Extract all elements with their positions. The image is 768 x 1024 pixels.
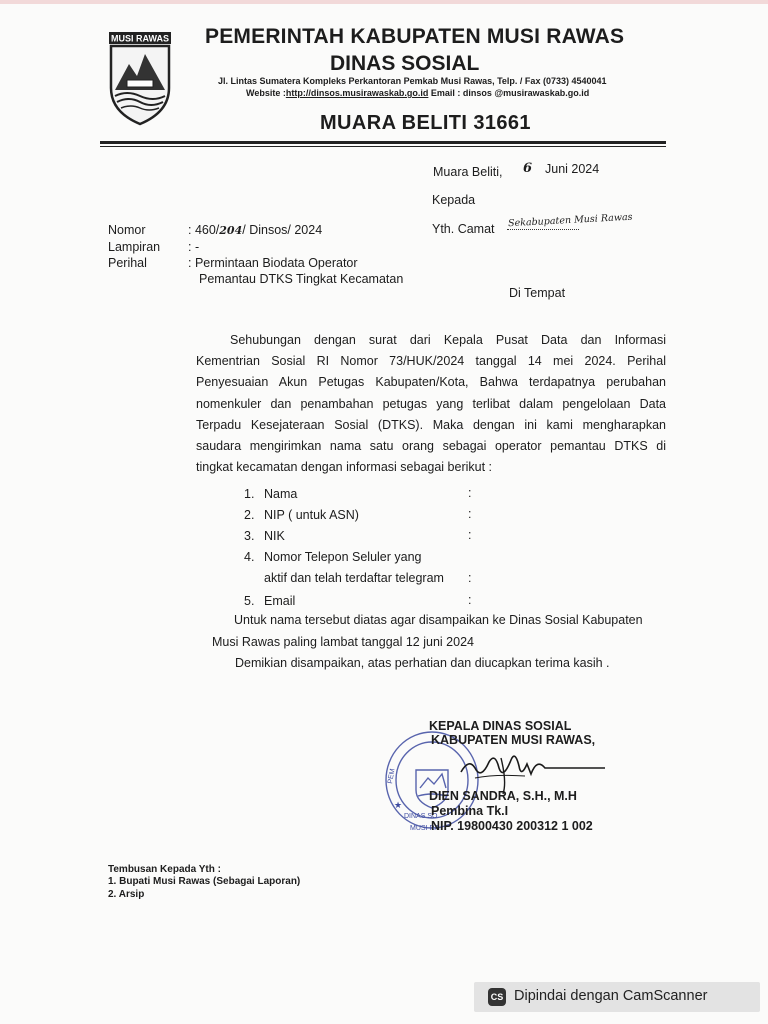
recipient-handwritten: Sekabupaten Musi Rawas	[507, 211, 633, 230]
list-item-colon: :	[468, 528, 472, 542]
nomor-value	[188, 223, 322, 237]
recipient-dotted-line	[507, 229, 579, 230]
website-link[interactable]: http://dinsos.musirawaskab.go.id	[285, 88, 429, 98]
closing-line-2: Musi Rawas paling lambat tanggal 12 juni 2024	[212, 635, 474, 649]
nomor-suffix: / Dinsos/ 2024	[242, 223, 323, 237]
letterhead-title: PEMERINTAH KABUPATEN MUSI RAWAS	[205, 25, 625, 48]
svg-text:DINAS SO: DINAS SO	[404, 813, 438, 820]
date-day-handwritten: 6	[523, 161, 533, 176]
perihal-line-2: Pemantau DTKS Tingkat Kecamatan	[199, 272, 404, 286]
list-item-num: 4.	[244, 550, 255, 564]
perihal-label: Perihal	[108, 256, 147, 270]
lampiran-label: Lampiran	[108, 240, 161, 254]
list-item-colon: :	[468, 507, 472, 521]
letterhead-contact	[246, 88, 589, 98]
website-label: Website :	[246, 88, 286, 98]
paragraph-line: tingkat kecamatan dengan informasi sebagai berikut :	[196, 460, 493, 475]
recipient-kepada: Kepada	[432, 193, 476, 207]
list-item-colon: :	[468, 593, 472, 607]
date-month-year: Juni 2024	[545, 162, 600, 176]
letterhead-address: Jl. Lintas Sumatera Kompleks Perkantoran Pemkab Musi Rawas, Telp. / Fax (0733) 4540041	[218, 76, 607, 86]
date-place: Muara Beliti,	[433, 165, 503, 179]
paragraph-line: Terpadu Kesejateraan Sosial (DTKS). Maka dengan ini kami mengharapkan	[196, 417, 666, 432]
signature-nip: NIP. 19800430 200312 1 002	[431, 819, 593, 833]
svg-text:MUSI RA: MUSI RA	[410, 825, 440, 832]
tembusan-item: 2. Arsip	[108, 889, 145, 900]
header-rule-thin	[100, 146, 666, 147]
tembusan-title: Tembusan Kepada Yth :	[108, 864, 221, 875]
list-item-label: Email	[264, 594, 296, 608]
logo-text: MUSI RAWAS	[110, 33, 170, 44]
header-rule-thick	[100, 141, 666, 144]
list-item-num: 1.	[244, 487, 255, 501]
body-paragraph	[196, 330, 666, 478]
lampiran-value: : -	[188, 240, 200, 254]
signature-name: DIEN SANDRA, S.H., M.H	[429, 789, 577, 803]
list-item-num: 3.	[244, 529, 255, 543]
email-text: Email : dinsos @musirawaskab.go.id	[428, 88, 590, 98]
paragraph-line: Penyesuaian Akun Petugas Kabupaten/Kota, Bahwa terdapatnya perubahan	[196, 375, 666, 390]
signature-rank: Pembina Tk.I	[431, 804, 509, 818]
closing-thanks: Demikian disampaikan, atas perhatian dan diucapkan terima kasih .	[235, 656, 610, 670]
camscanner-logo-icon: CS	[488, 988, 506, 1006]
svg-text:PEM: PEM	[387, 768, 397, 785]
signature-position-1: KEPALA DINAS SOSIAL	[429, 719, 572, 733]
letterhead-subtitle: DINAS SOSIAL	[330, 52, 480, 75]
letterhead-city: MUARA BELITI 31661	[320, 112, 531, 134]
nomor-label: Nomor	[108, 223, 146, 237]
paragraph-line: saudara mengirimkan nama satu orang sebagai operator pemantau DTKS di	[196, 439, 666, 454]
list-item-colon: :	[468, 486, 472, 500]
tembusan-item: 1. Bupati Musi Rawas (Sebagai Laporan)	[108, 876, 301, 887]
list-item-label: NIP ( untuk ASN)	[264, 508, 359, 522]
nomor-prefix: : 460/	[188, 223, 220, 237]
list-item-num: 2.	[244, 508, 255, 522]
di-tempat: Di Tempat	[509, 286, 566, 300]
paragraph-line: Kementrian Sosial RI Nomor 73/HUK/2024 tanggal 14 mei 2024. Perihal	[196, 354, 666, 369]
list-item-label: Nomor Telepon Seluler yang	[264, 550, 422, 564]
list-item-label: NIK	[264, 529, 285, 543]
nomor-handwritten: 204	[219, 224, 243, 237]
musi-rawas-logo	[107, 30, 173, 126]
recipient-yth: Yth. Camat	[432, 222, 495, 236]
camscanner-text: Dipindai dengan CamScanner	[514, 988, 708, 1004]
list-item-num: 5.	[244, 594, 255, 608]
top-edge-line	[0, 0, 768, 4]
list-item-colon: :	[468, 571, 472, 585]
closing-line-1: Untuk nama tersebut diatas agar disampaikan ke Dinas Sosial Kabupaten	[234, 613, 643, 627]
list-item-label-continued: aktif dan telah terdaftar telegram	[264, 571, 444, 585]
list-item-label: Nama	[264, 487, 298, 501]
perihal-line-1: : Permintaan Biodata Operator	[188, 256, 358, 270]
paragraph-line: Sehubungan dengan surat dari Kepala Pusat Data dan Informasi	[230, 333, 666, 347]
paragraph-line: nomenkuler dan penambahan petugas yang terlibat dalam pengelolaan Data	[196, 396, 666, 411]
signature-position-2: KABUPATEN MUSI RAWAS,	[431, 733, 596, 747]
svg-text:★: ★	[394, 800, 403, 810]
